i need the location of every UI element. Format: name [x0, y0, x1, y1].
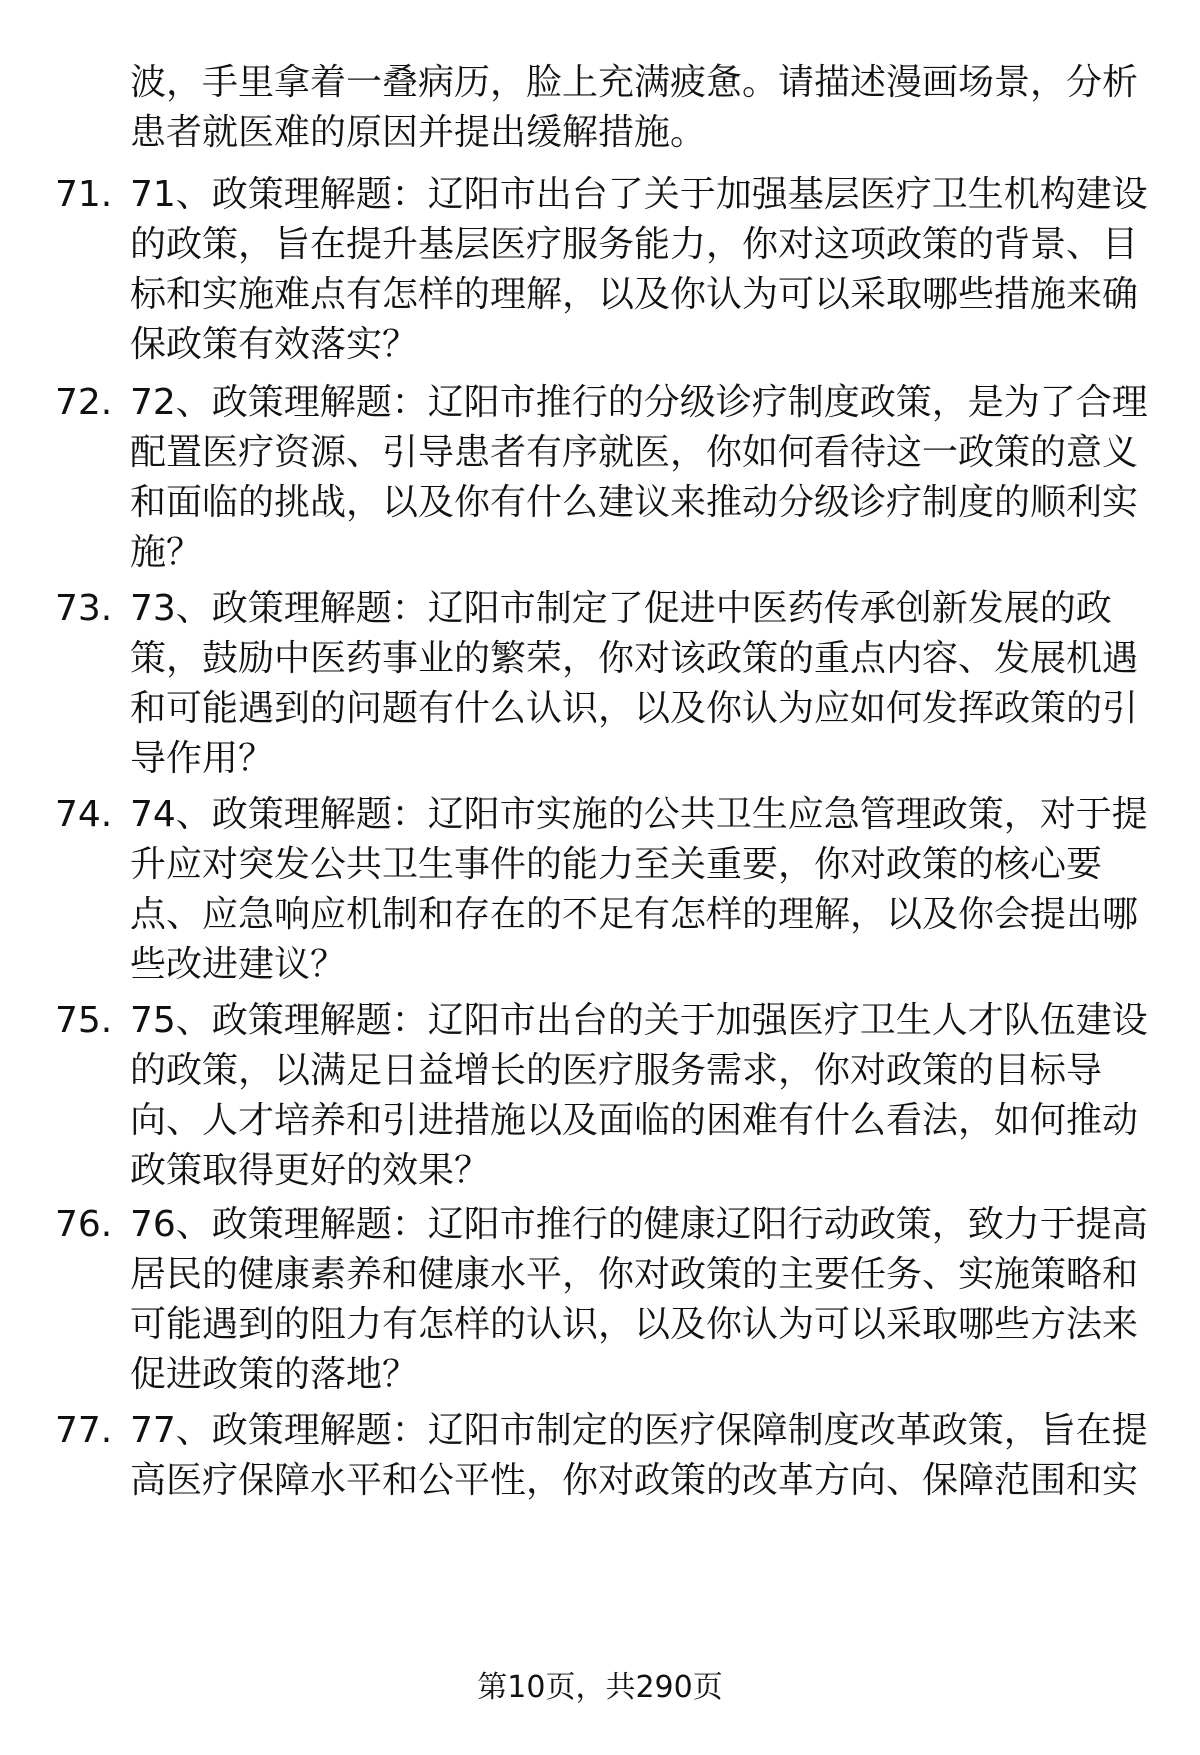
question-text: 71、政策理解题：辽阳市出台了关于加强基层医疗卫生机构建设的政策，旨在提升基层医疗服务能力，你对这项政策的背景、目标和实施难点有怎样的理解，以及你认为可以采取哪些措施来确保政策有效落实？: [130, 174, 1148, 365]
question-number: 72.: [55, 382, 113, 423]
question-text: 72、政策理解题：辽阳市推行的分级诊疗制度政策，是为了合理配置医疗资源、引导患者有序就医，你如何看待这一政策的意义和面临的挑战，以及你有什么建议来推动分级诊疗制度的顺利实施？: [130, 382, 1148, 573]
question-text: 73、政策理解题：辽阳市制定了促进中医药传承创新发展的政策，鼓励中医药事业的繁荣，你对该政策的重点内容、发展机遇和可能遇到的问题有什么认识，以及你认为应如何发挥政策的引导作用？: [130, 588, 1139, 779]
question-text: 77、政策理解题：辽阳市制定的医疗保障制度改革政策，旨在提高医疗保障水平和公平性，你对政策的改革方向、保障范围和实: [130, 1410, 1148, 1501]
page-footer: 第10页，共290页: [477, 1670, 723, 1705]
question-number: 74.: [55, 794, 113, 835]
question-text: 75、政策理解题：辽阳市出台的关于加强医疗卫生人才队伍建设的政策，以满足日益增长的医疗服务需求，你对政策的目标导向、人才培养和引进措施以及面临的困难有什么看法，如何推动政策取得更好的效果？: [130, 1000, 1148, 1191]
question-number: 76.: [55, 1204, 113, 1245]
question-text: 74、政策理解题：辽阳市实施的公共卫生应急管理政策，对于提升应对突发公共卫生事件的能力至关重要，你对政策的核心要点、应急响应机制和存在的不足有怎样的理解，以及你会提出哪些改进建议？: [130, 794, 1148, 985]
continuation-paragraph: 波，手里拿着一叠病历，脸上充满疲惫。请描述漫画场景，分析患者就医难的原因并提出缓解措施。: [130, 62, 1139, 153]
question-number: 71.: [55, 174, 113, 215]
question-text: 76、政策理解题：辽阳市推行的健康辽阳行动政策，致力于提高居民的健康素养和健康水平，你对政策的主要任务、实施策略和可能遇到的阻力有怎样的认识，以及你认为可以采取哪些方法来促进政策的落地？: [130, 1204, 1148, 1395]
question-number: 75.: [55, 1000, 113, 1041]
question-number: 73.: [55, 588, 113, 629]
question-number: 77.: [55, 1410, 113, 1451]
